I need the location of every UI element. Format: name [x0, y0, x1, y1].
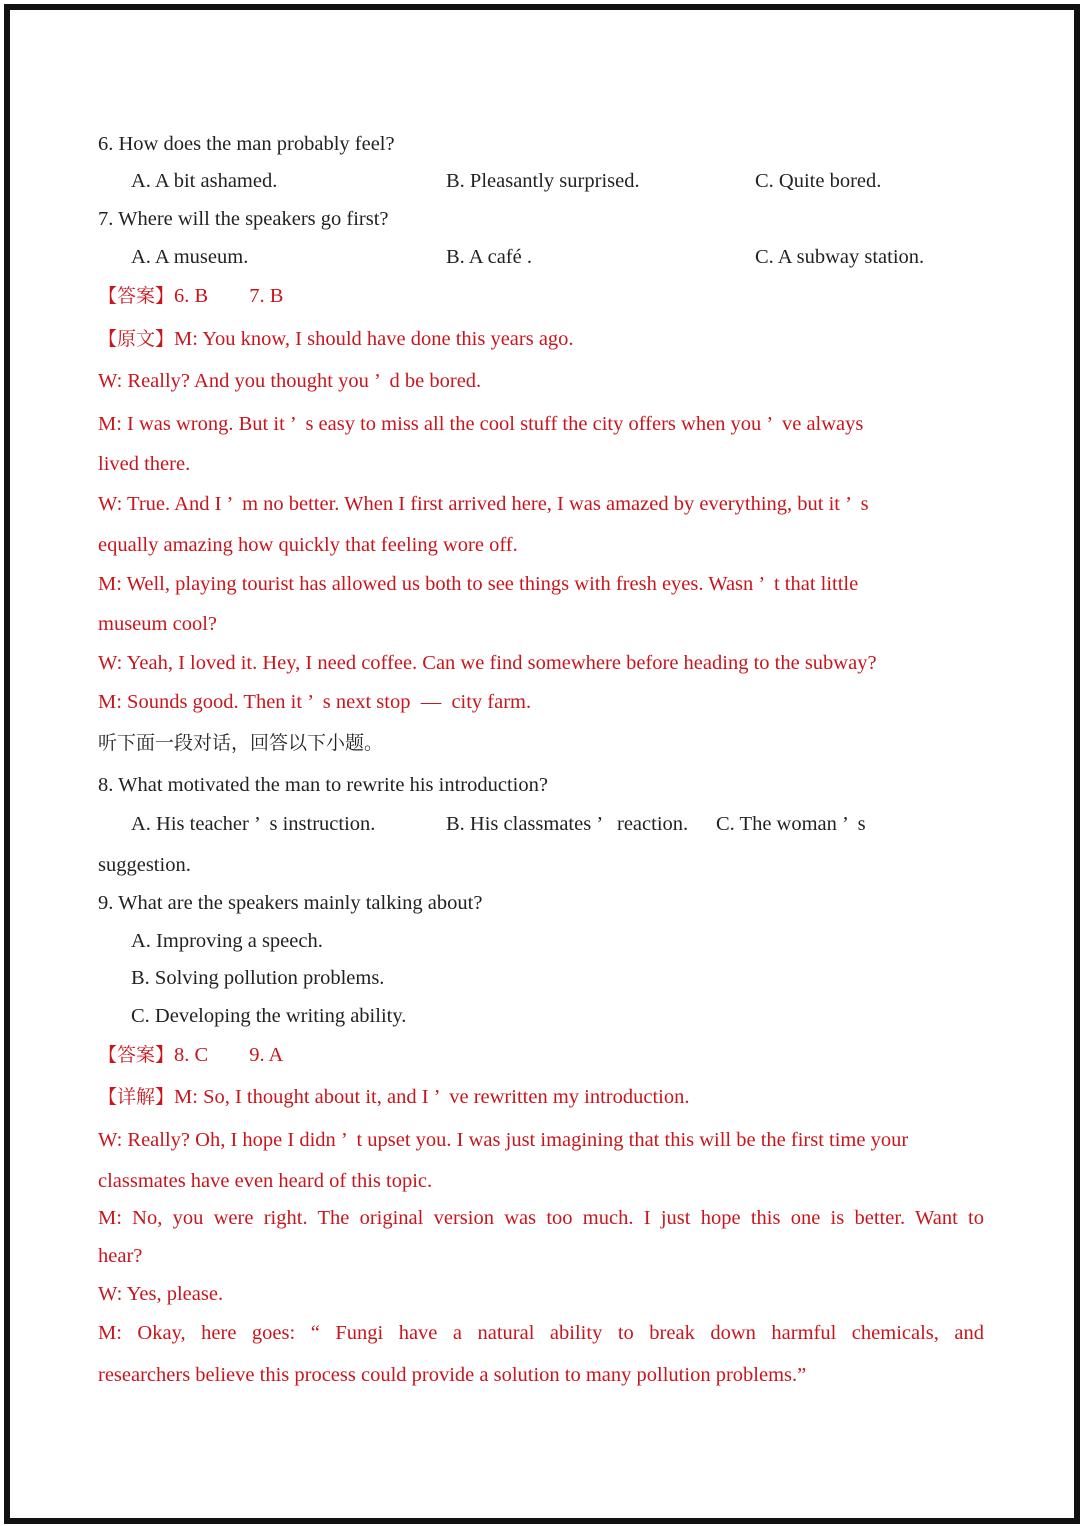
section-instruction: 听下面一段对话，回答以下小题。 — [98, 732, 384, 754]
q8-option-c: C. The woman ’ s — [716, 813, 866, 835]
transcript-line: W: Yeah, I loved it. Hey, I need coffee. Can we find somewhere before heading to the subway? — [98, 652, 877, 674]
q9-option-a: A. Improving a speech. — [131, 930, 323, 952]
transcript-line: M: Sounds good. Then it ’ s next stop — city farm. — [98, 691, 532, 713]
transcript-line: M: Okay, here goes: “ Fungi have a natural ability to break down harmful chemicals, and — [98, 1322, 984, 1344]
q9-option-b: B. Solving pollution problems. — [131, 967, 385, 989]
transcript-line: classmates have even heard of this topic. — [98, 1170, 433, 1192]
transcript-line: W: Yes, please. — [98, 1283, 224, 1305]
answer-values: 6. B 7. B — [174, 285, 284, 307]
answer-label: 【答案】 — [98, 285, 175, 307]
transcript-line: lived there. — [98, 453, 191, 475]
transcript-label: 【详解】 — [98, 1086, 175, 1108]
transcript-line: M: I was wrong. But it ’ s easy to miss all the cool stuff the city offers when you ’ ve always — [98, 413, 864, 435]
transcript-line: M: Well, playing tourist has allowed us both to see things with fresh eyes. Wasn ’ t that little — [98, 573, 859, 595]
q7-option-c: C. A subway station. — [755, 246, 925, 268]
transcript-2-first — [98, 1084, 689, 1110]
transcript-label: 【原文】 — [98, 328, 175, 350]
question-8: 8. What motivated the man to rewrite his introduction? — [98, 774, 548, 796]
answer-key-2 — [98, 1042, 283, 1068]
question-6: 6. How does the man probably feel? — [98, 133, 395, 155]
q6-option-c: C. Quite bored. — [755, 170, 882, 192]
q8-option-a: A. His teacher ’ s instruction. — [131, 813, 376, 835]
q8-option-b: B. His classmates ’ reaction. — [446, 813, 689, 835]
transcript-line: W: Really? And you thought you ’ d be bored. — [98, 370, 482, 392]
transcript-line: M: So, I thought about it, and I ’ ve rewritten my introduction. — [174, 1086, 690, 1108]
transcript-line: museum cool? — [98, 613, 217, 635]
transcript-line: W: True. And I ’ m no better. When I first arrived here, I was amazed by everything, but it ’ s — [98, 493, 869, 515]
transcript-line: M: No, you were right. The original version was too much. I just hope this one is better. Want to — [98, 1207, 984, 1229]
transcript-line: W: Really? Oh, I hope I didn ’ t upset you. I was just imagining that this will be the first time your — [98, 1129, 909, 1151]
question-7: 7. Where will the speakers go first? — [98, 208, 389, 230]
question-9: 9. What are the speakers mainly talking about? — [98, 892, 483, 914]
transcript-1-first — [98, 326, 574, 352]
q6-option-a: A. A bit ashamed. — [131, 170, 278, 192]
transcript-line: M: You know, I should have done this years ago. — [174, 328, 574, 350]
answer-key-1 — [98, 283, 283, 309]
q9-option-c: C. Developing the writing ability. — [131, 1005, 407, 1027]
q6-option-b: B. Pleasantly surprised. — [446, 170, 640, 192]
transcript-line: equally amazing how quickly that feeling wore off. — [98, 534, 518, 556]
transcript-line: hear? — [98, 1245, 143, 1267]
answer-label: 【答案】 — [98, 1044, 175, 1066]
q8-option-c-continuation: suggestion. — [98, 854, 191, 876]
transcript-line: researchers believe this process could provide a solution to many pollution problems.” — [98, 1364, 807, 1386]
q7-option-b: B. A café . — [446, 246, 532, 268]
answer-values: 8. C 9. A — [174, 1044, 284, 1066]
q7-option-a: A. A museum. — [131, 246, 249, 268]
